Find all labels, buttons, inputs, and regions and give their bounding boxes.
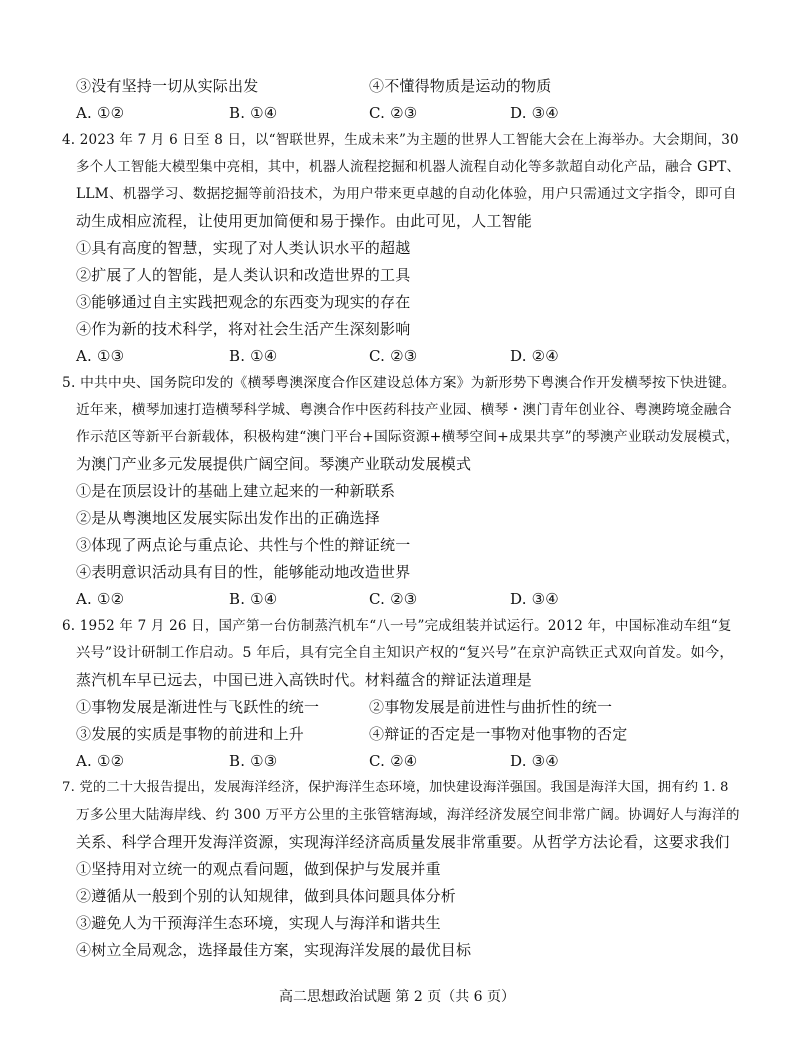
q4-choice-d: D. ②④ [510,347,559,365]
top-choice-b: B. ①④ [229,104,278,122]
q4-stem-line-2: 多个人工智能大模型集中亮相，其中，机器人流程挖掘和机器人流程自动化等多款超自动化产品，融合 GPT、 [76,159,741,175]
q4-option-2: ②扩展了人的智能，是人类认识和改造世界的工具 [76,266,411,284]
top-choice-d: D. ③④ [510,104,559,122]
q5-choice-c: C. ②③ [369,590,418,608]
q5-choice-a: A. ①② [76,590,125,608]
q6-choice-c: C. ②④ [369,752,418,770]
q7-stem-line-2: 万多公里大陆海岸线、约 300 万平方公里的主张管辖海域，海洋经济发展空间非常广阔。协调好人与海洋的 [76,807,740,823]
q7-option-1: ①坚持用对立统一的观点看问题，做到保护与发展并重 [76,860,441,878]
q5-stem-line-3: 作示范区等新平台新载体，积极构建“澳门平台+国际资源+横琴空间+成果共享”的琴澳产业联动发展模式， [76,429,740,445]
q5-stem-line-1: 5. 中共中央、国务院印发的《横琴粤澳深度合作区建设总体方案》为新形势下粤澳合作开发横琴按下快进键。 [62,375,736,391]
q6-choice-a: A. ①② [76,752,125,770]
page-footer: 高二思想政治试题 第 2 页（共 6 页） [278,989,516,1005]
q4-choice-a: A. ①③ [76,347,125,365]
q6-choice-b: B. ①③ [229,752,278,770]
q6-choice-d: D. ③④ [510,752,559,770]
q6-option-4: ④辩证的否定是一事物对他事物的否定 [369,725,628,743]
q5-option-1: ①是在顶层设计的基础上建立起来的一种新联系 [76,482,396,500]
q7-option-2: ②遵循从一般到个别的认知规律，做到具体问题具体分析 [76,887,457,905]
q6-stem-line-1: 6. 1952 年 7 月 26 日，国产第一台仿制蒸汽机车“八一号”完成组装并试运行。2012 年，中国标准动车组“复 [62,618,732,634]
q4-option-1: ①具有高度的智慧，实现了对人类认识水平的超越 [76,239,411,257]
top-option-4: ④不懂得物质是运动的物质 [369,77,552,95]
q6-option-1: ①事物发展是渐进性与飞跃性的统一 [76,698,320,716]
top-option-3: ③没有坚持一切从实际出发 [76,77,259,95]
top-choice-a: A. ①② [76,104,125,122]
q5-choice-d: D. ③④ [510,590,559,608]
top-choice-c: C. ②③ [369,104,418,122]
q4-option-4: ④作为新的技术科学，将对社会生活产生深刻影响 [76,320,411,338]
q7-option-4: ④树立全局观念，选择最佳方案，实现海洋发展的最优目标 [76,941,472,959]
q7-stem-line-3: 关系、科学合理开发海洋资源，实现海洋经济高质量发展非常重要。从哲学方法论看，这要求我们 [76,833,730,851]
q4-choice-b: B. ①④ [229,347,278,365]
q6-option-2: ②事物发展是前进性与曲折性的统一 [369,698,613,716]
q6-stem-line-3: 蒸汽机车早已远去，中国已进入高铁时代。材料蕴含的辩证法道理是 [76,671,533,689]
q7-option-3: ③避免人为干预海洋生态环境，实现人与海洋和谐共生 [76,914,441,932]
q5-choice-b: B. ①④ [229,590,278,608]
q5-option-3: ③体现了两点论与重点论、共性与个性的辩证统一 [76,536,411,554]
q5-option-4: ④表明意识活动具有目的性，能够能动地改造世界 [76,563,411,581]
q7-stem-line-1: 7. 党的二十大报告提出，发展海洋经济，保护海洋生态环境，加快建设海洋强国。我国是海洋大国，拥有约 1. 8 [62,780,729,795]
q4-stem-line-1: 4. 2023 年 7 月 6 日至 8 日，以“智联世界，生成未来”为主题的世界人工智能大会在上海举办。大会期间，30 [62,132,739,148]
q5-option-2: ②是从粤澳地区发展实际出发作出的正确选择 [76,509,381,527]
q4-choice-c: C. ②③ [369,347,418,365]
q4-option-3: ③能够通过自主实践把观念的东西变为现实的存在 [76,293,411,311]
q5-stem-line-4: 为澳门产业多元发展提供广阔空间。琴澳产业联动发展模式 [76,455,472,473]
q4-stem-line-3: LLM、机器学习、数据挖掘等前沿技术，为用户带来更卓越的自动化体验，用户只需通过文字指令，即可自 [76,186,737,202]
q6-stem-line-2: 兴号”设计研制工作启动。5 年后，具有完全自主知识产权的“复兴号”在京沪高铁正式双向首发。如今， [76,645,734,661]
q5-stem-line-2: 近年来，横琴加速打造横琴科学城、粤澳合作中医药科技产业园、横琴・澳门青年创业谷、粤澳跨境金融合 [76,402,732,418]
q4-stem-line-4: 动生成相应流程，让使用更加简便和易于操作。由此可见，人工智能 [76,212,533,230]
q6-option-3: ③发展的实质是事物的前进和上升 [76,725,305,743]
